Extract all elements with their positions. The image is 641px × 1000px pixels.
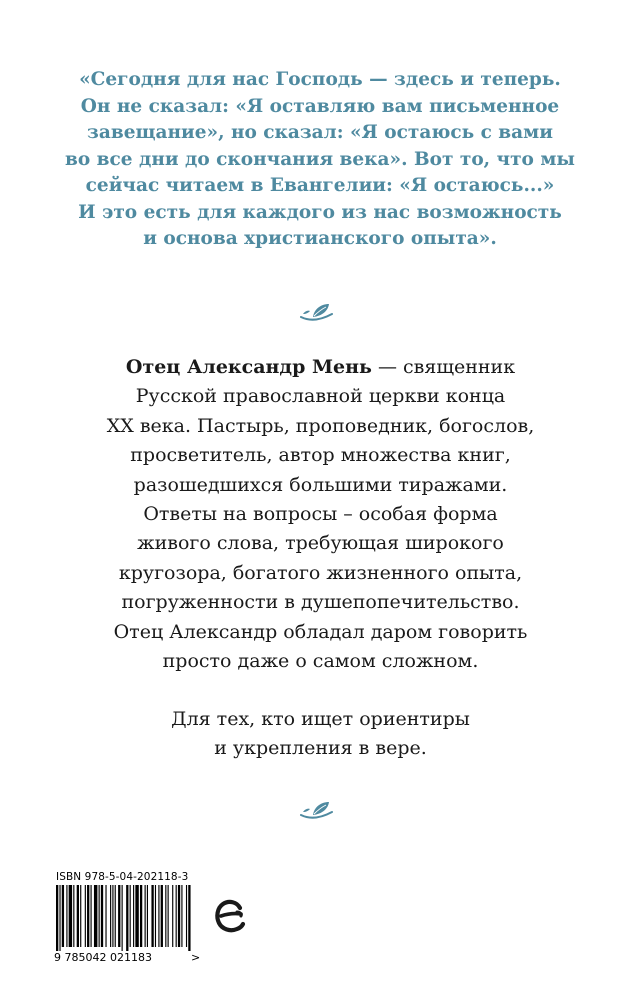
- barcode-bar: [62, 885, 64, 947]
- leaf-ornament-icon: [297, 300, 337, 324]
- quote-line: И это есть для каждого из нас возможность: [78, 201, 562, 223]
- barcode-bar: [80, 885, 81, 947]
- barcode-bar: [59, 885, 60, 951]
- barcode-bar: [178, 885, 180, 947]
- book-description: [40, 353, 601, 676]
- barcode-bar: [101, 885, 103, 947]
- description-line: просто даже о самом сложном.: [162, 650, 479, 673]
- description-line: просветитель, автор множества книг,: [130, 444, 511, 467]
- barcode-digits: 9 785042 021183: [54, 951, 152, 964]
- author-name: Отец Александр Мень: [125, 356, 372, 378]
- audience-line: Для тех, кто ищет ориентиры: [171, 708, 470, 730]
- description-first-line: [40, 353, 601, 382]
- barcode-bar: [56, 885, 58, 951]
- description-line: погруженности в душепопечительство.: [121, 591, 520, 614]
- barcode-bar: [151, 885, 153, 947]
- barcode-bar: [172, 885, 173, 947]
- barcode-bar: [91, 885, 92, 947]
- barcode-bar: [140, 885, 142, 947]
- barcode-bar: [118, 885, 120, 947]
- description-line: Ответы на вопросы – особая форма: [143, 503, 498, 526]
- barcode-bar: [135, 885, 138, 947]
- barcode-bar: [110, 885, 111, 947]
- barcode-bar: [105, 885, 106, 947]
- barcode-bar: [181, 885, 182, 947]
- quote-line: завещание», но сказал: «Я остаюсь с вами: [87, 122, 553, 143]
- audience-note: [40, 705, 601, 764]
- barcode-bar: [94, 885, 97, 947]
- barcode-quiet-mark: >: [191, 951, 201, 964]
- barcode-bars: [54, 885, 202, 951]
- barcode-bar: [147, 885, 148, 947]
- description-line: живого слова, требующая широкого: [137, 532, 504, 555]
- barcode-bar: [85, 885, 86, 947]
- isbn-label: ISBN 978-5-04-202118-3: [56, 871, 189, 883]
- barcode-bar: [69, 885, 72, 947]
- barcode-bar: [133, 885, 134, 947]
- barcode-bar: [188, 885, 190, 951]
- quote-line: «Сегодня для нас Господь — здесь и теперь.: [79, 69, 561, 90]
- description-line: Русской православной церкви конца: [135, 385, 506, 408]
- barcode-bar: [145, 885, 146, 947]
- barcode-bar: [126, 885, 128, 951]
- barcode-bar: [158, 885, 159, 947]
- barcode-bar: [87, 885, 89, 947]
- barcode-bar: [77, 885, 79, 947]
- quote-line: сейчас читаем в Евангелии: «Я остаюсь...»: [85, 175, 555, 196]
- description-line: Отец Александр обладал даром говорить: [113, 620, 528, 643]
- quote-line: Он не сказал: «Я оставляю вам письменное: [80, 95, 560, 117]
- barcode-bar: [155, 885, 156, 947]
- publisher-logo-icon: [213, 896, 247, 936]
- barcode-bar: [122, 885, 123, 951]
- barcode-bar: [161, 885, 163, 947]
- isbn-barcode: [54, 871, 202, 971]
- barcode-bar: [73, 885, 74, 947]
- description-line: XX века. Пастырь, проповедник, богослов,: [106, 414, 535, 437]
- barcode-bar: [115, 885, 116, 947]
- barcode-bar: [186, 885, 187, 947]
- barcode-bar: [112, 885, 113, 947]
- quote-line: и основа христианского опыта».: [143, 228, 497, 249]
- barcode-bar: [130, 885, 131, 947]
- leaf-ornament-icon: [297, 798, 337, 822]
- description-line: разошедшихся большими тиражами.: [133, 473, 508, 496]
- barcode-bar: [168, 885, 169, 947]
- audience-line: и укрепления в вере.: [214, 737, 427, 760]
- quote-line: во все дни до скончания века». Вот то, что мы: [65, 148, 575, 170]
- barcode-bar: [66, 885, 67, 947]
- description-line: кругозора, богатого жизненного опыта,: [118, 561, 523, 584]
- barcode-digits-row: [54, 951, 202, 964]
- barcode-bar: [99, 885, 100, 947]
- barcode-bar: [165, 885, 166, 947]
- cover-quote: [30, 67, 610, 253]
- barcode-bar: [176, 885, 177, 947]
- description-line-rest: — священник: [371, 356, 516, 378]
